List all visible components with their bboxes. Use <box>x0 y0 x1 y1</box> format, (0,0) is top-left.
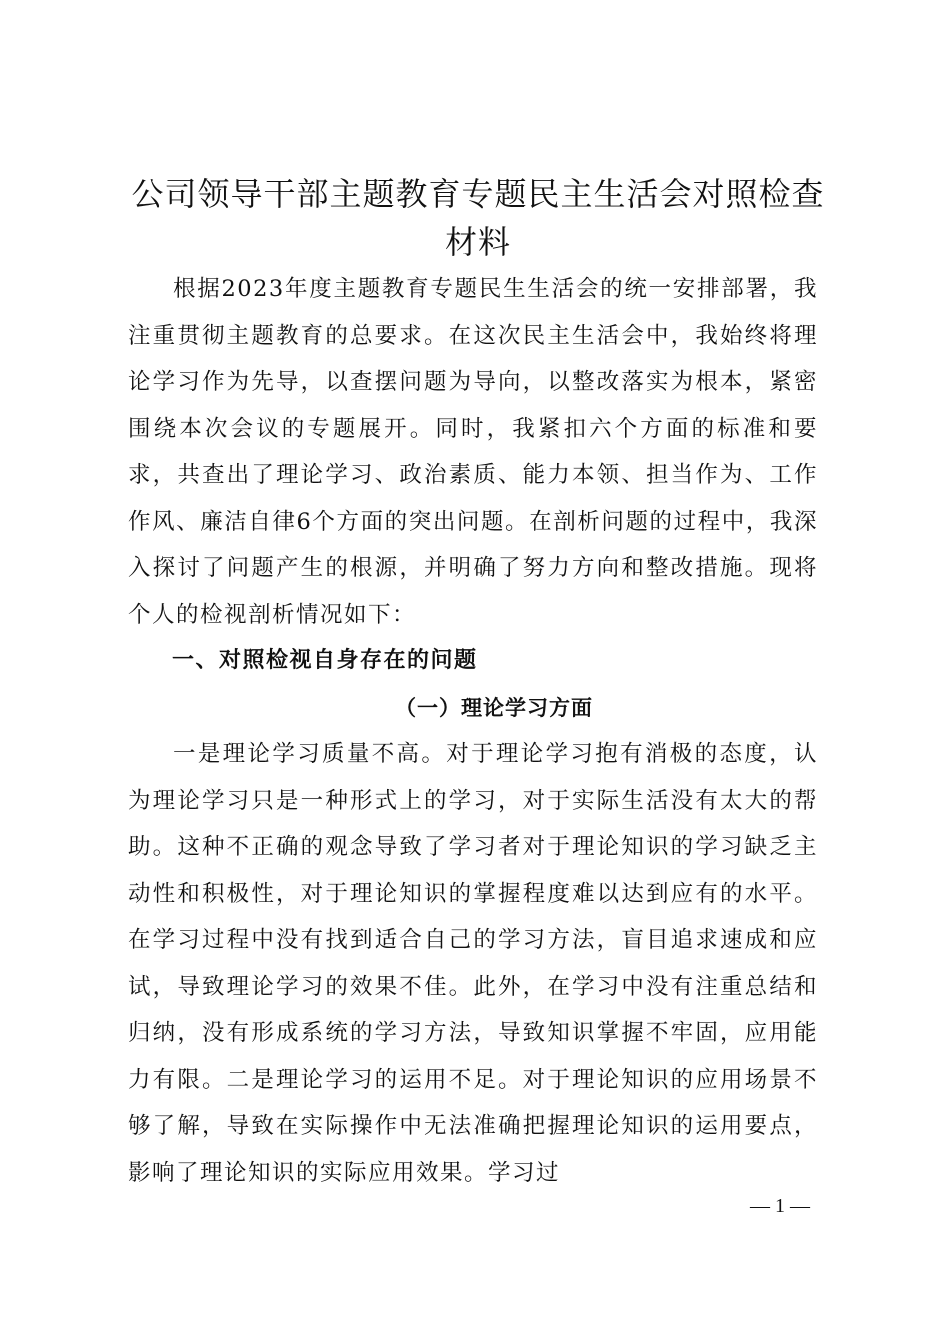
subsection-paragraph: 一是理论学习质量不高。对于理论学习抱有消极的态度，认为理论学习只是一种形式上的学习，对于实际生活没有太大的帮助。这种不正确的观念导致了学习者对于理论知识的学习缺乏主动性和积极性，对于理论知识的掌握程度难以达到应有的水平。在学习过程中没有找到适合自己的学习方法，盲目追求速成和应试，导致理论学习的效果不佳。此外，在学习中没有注重总结和归纳，没有形成系统的学习方法，导致知识掌握不牢固，应用能力有限。二是理论学习的运用不足。对于理论知识的应用场景不够了解，导致在实际操作中无法准确把握理论知识的运用要点，影响了理论知识的实际应用效果。学习过 <box>128 741 818 1186</box>
intro-paragraph: 根据2023年度主题教育专题民生生活会的统一安排部署，我注重贯彻主题教育的总要求。在这次民主生活会中，我始终将理论学习作为先导，以查摆问题为导向，以整改落实为根本，紧密围绕本次会议的专题展开。同时，我紧扣六个方面的标准和要求，共查出了理论学习、政治素质、能力本领、担当作为、工作作风、廉洁自律6个方面的突出问题。在剖析问题的过程中，我深入探讨了问题产生的根源，并明确了努力方向和整改措施。现将个人的检视剖析情况如下： <box>128 276 818 628</box>
section-heading: 一、对照检视自身存在的问题 <box>172 648 478 673</box>
document-title: 公司领导干部主题教育专题民主生活会对照检查材料 <box>131 175 825 261</box>
subsection-heading: （一）理论学习方面 <box>395 694 593 720</box>
page-number: — 1 — <box>750 1195 810 1217</box>
document-body <box>128 266 818 1196</box>
